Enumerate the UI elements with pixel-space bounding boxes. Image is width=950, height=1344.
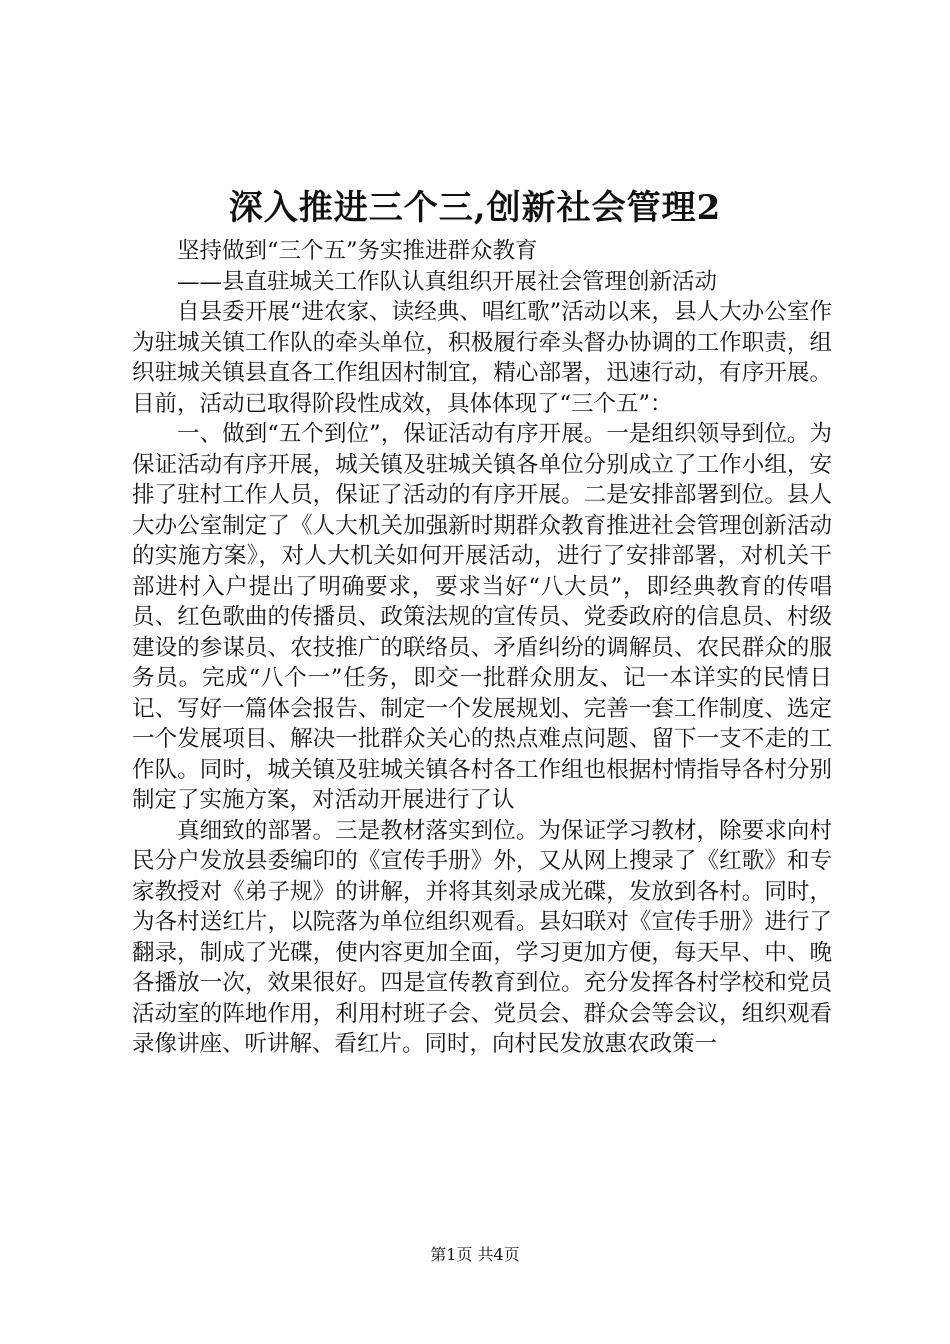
page-footer: 第1页 共4页	[430, 1245, 520, 1264]
paragraph: 一、做到“五个到位”，保证活动有序开展。一是组织领导到位。为保证活动有序开展，城关镇及驻城关镇各单位分别成立了工作小组，安排了驻村工作人员，保证了活动的有序开展。二是安排部署到位。县人大办公室制定了《人大机关加强新时期群众教育推进社会管理创新活动的实施方案》，对人大机关如何开展活动，进行了安排部署，对机关干部进村入户提出了明确要求，要求当好“八大员”，即经典教育的传唱员、红色歌曲的传播员、政策法规的宣传员、党委政府的信息员、村级建设的参谋员、农技推广的联络员、矛盾纠纷的调解员、农民群众的服务员。完成“八个一”任务，即交一批群众朋友、记一本详实的民情日记、写好一篇体会报告、制定一个发展规划、完善一套工作制度、选定一个发展项目、解决一批群众关心的热点难点问题、留下一支不走的工作队。同时，城关镇及驻城关镇各村各工作组也根据村情指导各村分别制定了实施方案，对活动开展进行了认	[132, 421, 832, 813]
paragraph: 自县委开展“进农家、读经典、唱红歌”活动以来，县人大办公室作为驻城关镇工作队的牵头单位，积极履行牵头督办协调的工作职责，组织驻城关镇县直各工作组因村制宜，精心部署，迅速行动，有序开展。目前，活动已取得阶段性成效，具体体现了“三个五”：	[132, 299, 832, 417]
document-body	[132, 236, 832, 1060]
document-subtitle: 坚持做到“三个五”务实推进群众教育	[177, 238, 538, 264]
paragraph: 真细致的部署。三是教材落实到位。为保证学习教材，除要求向村民分户发放县委编印的《宣传手册》外，又从网上搜录了《红歌》和专家教授对《弟子规》的讲解，并将其刻录成光碟，发放到各村。同时，为各村送红片，以院落为单位组织观看。县妇联对《宣传手册》进行了翻录，制成了光碟，使内容更加全面，学习更加方便，每天早、中、晚各播放一次，效果很好。四是宣传教育到位。充分发挥各村学校和党员活动室的阵地作用，利用村班子会、党员会、群众会等会议，组织观看录像讲座、听讲解、看红片。同时，向村民发放惠农政策一	[132, 817, 832, 1057]
document-subheading: ——县直驻城关工作队认真组织开展社会管理创新活动	[177, 268, 718, 295]
document-title: 深入推进三个三,创新社会管理2	[228, 188, 722, 228]
